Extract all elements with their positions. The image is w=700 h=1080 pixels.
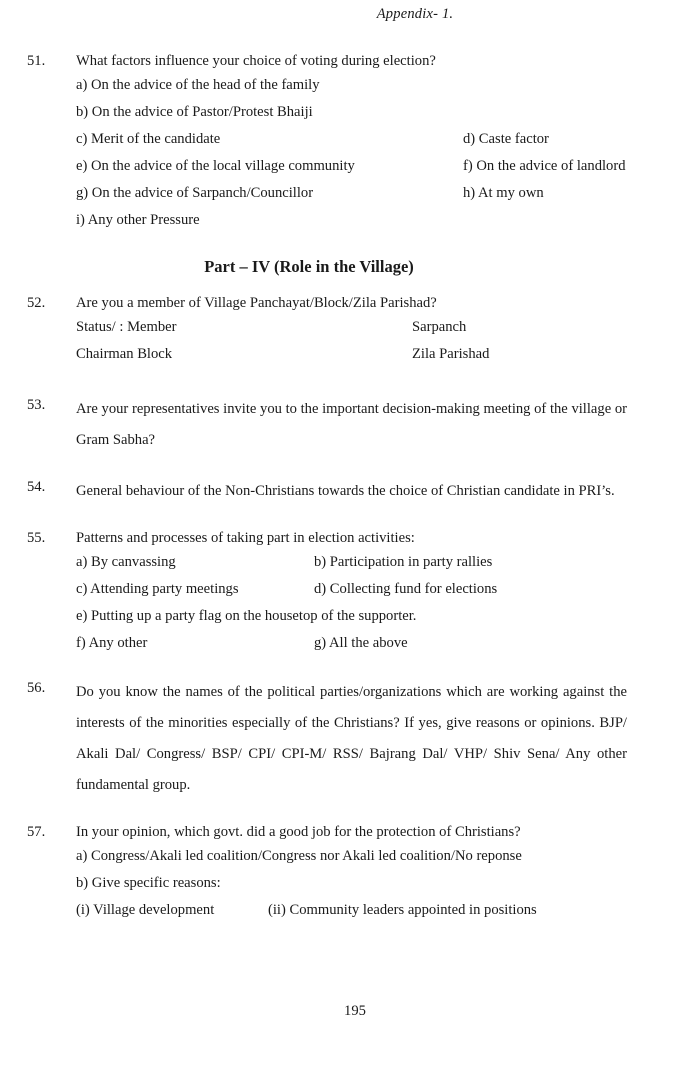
option-51-c: c) Merit of the candidate xyxy=(76,131,221,147)
option-row xyxy=(76,99,627,126)
option-row xyxy=(76,576,627,603)
question-51-options xyxy=(76,72,627,234)
spacer xyxy=(27,368,627,394)
option-55-c: c) Attending party meetings xyxy=(76,581,239,597)
option-51-f: f) On the advice of landlord xyxy=(463,158,626,174)
spacer xyxy=(27,657,627,677)
option-row xyxy=(76,126,627,153)
question-54-number: 54. xyxy=(27,479,46,495)
option-row xyxy=(76,72,627,99)
question-52 xyxy=(27,292,627,368)
option-51-b: b) On the advice of Pastor/Protest Bhaiji xyxy=(76,104,313,120)
running-head: Appendix- 1. xyxy=(376,6,454,22)
option-57-a: a) Congress/Akali led coalition/Congress nor Akali led coalition/No reponse xyxy=(76,848,522,864)
status-row xyxy=(76,341,627,368)
option-57-b: b) Give specific reasons: xyxy=(76,875,221,891)
question-55-options xyxy=(76,549,627,657)
question-53-text: Are your representatives invite you to the important decision-making meeting of the village or Gram Sabha? xyxy=(76,401,627,448)
option-51-h: h) At my own xyxy=(463,185,544,201)
question-55-number: 55. xyxy=(27,530,46,546)
option-51-i: i) Any other Pressure xyxy=(76,212,200,228)
question-55 xyxy=(27,527,627,657)
option-51-g: g) On the advice of Sarpanch/Councillor xyxy=(76,185,314,201)
question-51-number: 51. xyxy=(27,53,46,69)
option-55-e: e) Putting up a party flag on the housetop of the supporter. xyxy=(76,608,417,624)
page-content xyxy=(27,50,627,924)
option-row xyxy=(76,153,627,180)
question-57 xyxy=(27,821,627,924)
option-55-d: d) Collecting fund for elections xyxy=(314,581,498,597)
question-53 xyxy=(27,394,627,456)
page-number: 195 xyxy=(344,1003,366,1019)
option-55-a: a) By canvassing xyxy=(76,554,176,570)
option-51-e: e) On the advice of the local village community xyxy=(76,158,355,174)
option-57-i: (i) Village development xyxy=(76,902,215,918)
option-55-b: b) Participation in party rallies xyxy=(314,554,493,570)
option-row xyxy=(76,549,627,576)
option-55-f: f) Any other xyxy=(76,635,148,651)
option-row xyxy=(76,603,627,630)
status-row xyxy=(76,314,627,341)
question-56-text: Do you know the names of the political parties/organizations which are working against the interests of the minorities especially of the Christians? If yes, give reasons or opinions. BJP/ Akali Dal/ Congress/ BSP/ CPI/ CPI-M/ RSS/ Bajrang Dal/ VHP/ Shiv Sena/ Any other fundamental group. xyxy=(76,684,627,793)
question-56-number: 56. xyxy=(27,680,46,696)
status-label-zila-parishad: Zila Parishad xyxy=(412,346,490,362)
question-55-text: Patterns and processes of taking part in election activities: xyxy=(76,530,415,546)
question-57-options xyxy=(76,843,627,924)
spacer xyxy=(27,456,627,476)
option-51-a: a) On the advice of the head of the family xyxy=(76,77,320,93)
option-row xyxy=(76,207,627,234)
question-51 xyxy=(27,50,627,234)
question-51-text: What factors influence your choice of voting during election? xyxy=(76,53,436,69)
question-56 xyxy=(27,677,627,801)
option-row xyxy=(76,897,627,924)
option-row xyxy=(76,843,627,870)
question-52-status-rows xyxy=(76,314,627,368)
question-53-number: 53. xyxy=(27,397,46,413)
question-57-text: In your opinion, which govt. did a good job for the protection of Christians? xyxy=(76,824,521,840)
status-label-sarpanch: Sarpanch xyxy=(412,319,467,335)
option-row xyxy=(76,870,627,897)
option-row xyxy=(76,630,627,657)
option-row xyxy=(76,180,627,207)
spacer xyxy=(27,507,627,527)
question-54-text: General behaviour of the Non-Christians towards the choice of Christian candidate in PRI’s. xyxy=(76,483,615,499)
part-heading: Part – IV (Role in the Village) xyxy=(204,257,414,276)
option-57-ii: (ii) Community leaders appointed in positions xyxy=(268,902,537,918)
option-55-g: g) All the above xyxy=(314,635,408,651)
question-57-number: 57. xyxy=(27,824,46,840)
option-51-d: d) Caste factor xyxy=(463,131,549,147)
question-54 xyxy=(27,476,627,507)
spacer xyxy=(27,801,627,821)
question-52-text: Are you a member of Village Panchayat/Block/Zila Parishad? xyxy=(76,295,437,311)
question-52-number: 52. xyxy=(27,295,46,311)
status-label-member: Status/ : Member xyxy=(76,319,177,335)
status-label-chairman-block: Chairman Block xyxy=(76,346,173,362)
